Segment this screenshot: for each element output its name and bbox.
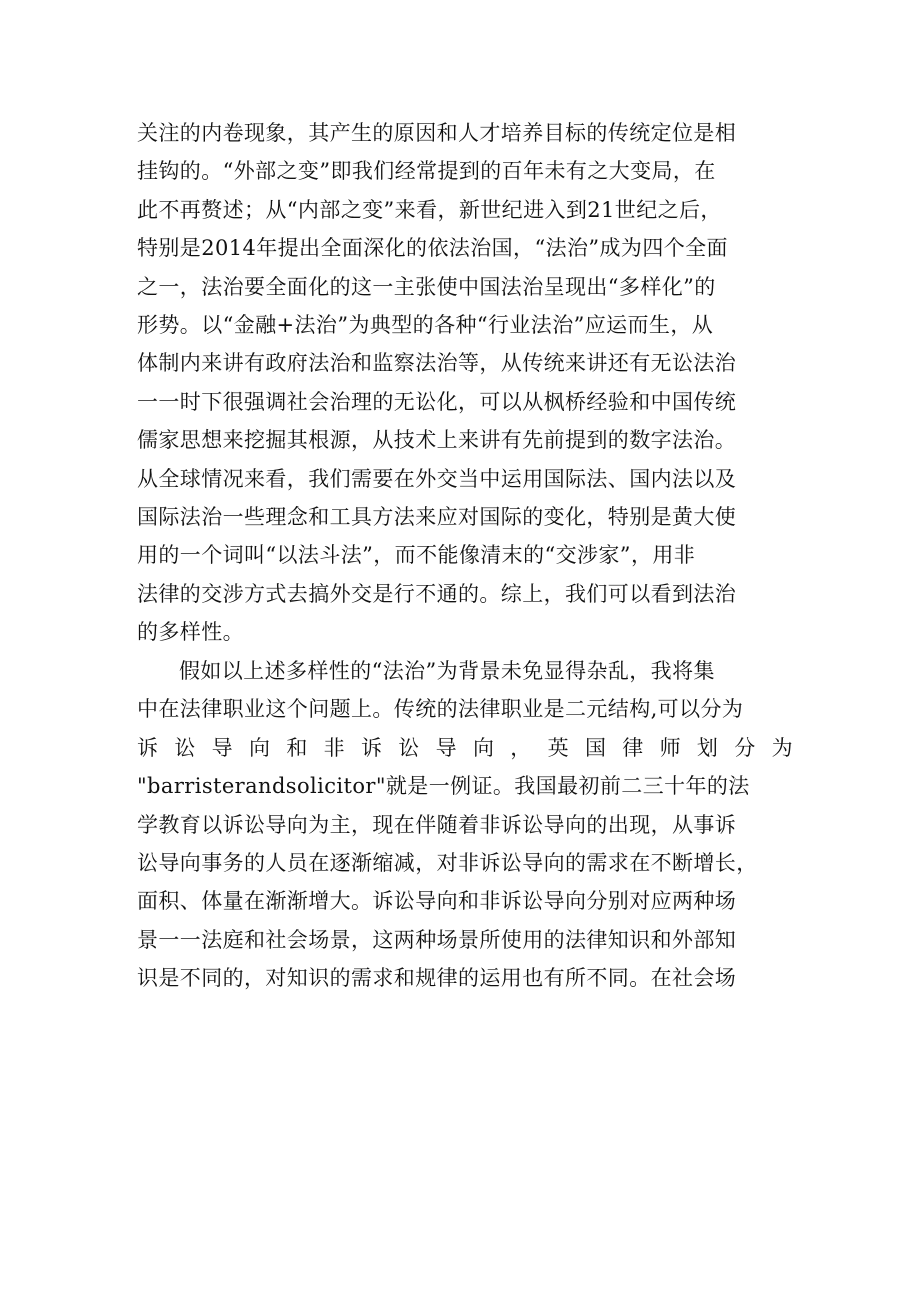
paragraph-2-line: 诉讼导向和非诉讼导向，英国律师划分为 xyxy=(137,735,793,760)
paragraph-1-line: 国际法治一些理念和工具方法来应对国际的变化，特别是黄大使 xyxy=(137,504,737,529)
paragraph-2-line: 中在法律职业这个问题上。传统的法律职业是二元结构,可以分为 xyxy=(137,697,744,722)
paragraph-1 xyxy=(137,114,793,651)
paragraph-1-line: 关注的内卷现象，其产生的原因和人才培养目标的传统定位是相 xyxy=(137,121,737,145)
paragraph-2-line: 景一一法庭和社会场景，这两种场景所使用的法律知识和外部知 xyxy=(137,927,737,952)
paragraph-1-line: 儒家思想来挖掘其根源，从技术上来讲有先前提到的数字法治。 xyxy=(137,428,737,453)
paragraph-1-line: 挂钩的。“外部之变”即我们经常提到的百年未有之大变局，在 xyxy=(137,159,716,184)
paragraph-1-line: 一一时下很强调社会治理的无讼化，可以从枫桥经验和中国传统 xyxy=(137,389,737,414)
paragraph-1-line: 从全球情况来看，我们需要在外交当中运用国际法、国内法以及 xyxy=(137,466,737,491)
paragraph-1-line: 用的一个词叫“以法斗法”，而不能像清末的“交涉家”，用非 xyxy=(137,543,696,568)
paragraph-1-line: 此不再赘述；从“内部之变”来看，新世纪进入到21世纪之后， xyxy=(137,197,722,222)
paragraph-2-line: 讼导向事务的人员在逐渐缩减，对非诉讼导向的需求在不断增长， xyxy=(137,850,758,875)
paragraph-1-line: 特别是2014年提出全面深化的依法治国，“法治”成为四个全面 xyxy=(137,236,728,261)
paragraph-1-line: 法律的交涉方式去搞外交是行不通的。综上，我们可以看到法治 xyxy=(137,581,737,606)
paragraph-1-line: 的多样性。 xyxy=(137,620,244,645)
paragraph-1-line: 体制内来讲有政府法治和监察法治等，从传统来讲还有无讼法治 xyxy=(137,351,737,376)
paragraph-2-line: 识是不同的，对知识的需求和规律的运用也有所不同。在社会场 xyxy=(137,966,737,991)
paragraph-1-line: 之一，法治要全面化的这一主张使中国法治呈现出“多样化”的 xyxy=(137,274,716,299)
paragraph-1-line: 形势。以“金融+法治”为典型的各种“行业法治”应运而生，从 xyxy=(137,312,714,337)
paragraph-2-line: 学教育以诉讼导向为主，现在伴随着非诉讼导向的出现，从事诉 xyxy=(137,812,737,837)
paragraph-2 xyxy=(137,652,793,998)
paragraph-2-line: 假如以上述多样性的“法治”为背景未免显得杂乱，我将集 xyxy=(179,659,715,683)
paragraph-2-line: "barristerandsolicitor"就是一例证。我国最初前二三十年的法 xyxy=(137,774,750,799)
paragraph-2-line: 面积、体量在渐渐增大。诉讼导向和非诉讼导向分别对应两种场 xyxy=(137,889,737,914)
